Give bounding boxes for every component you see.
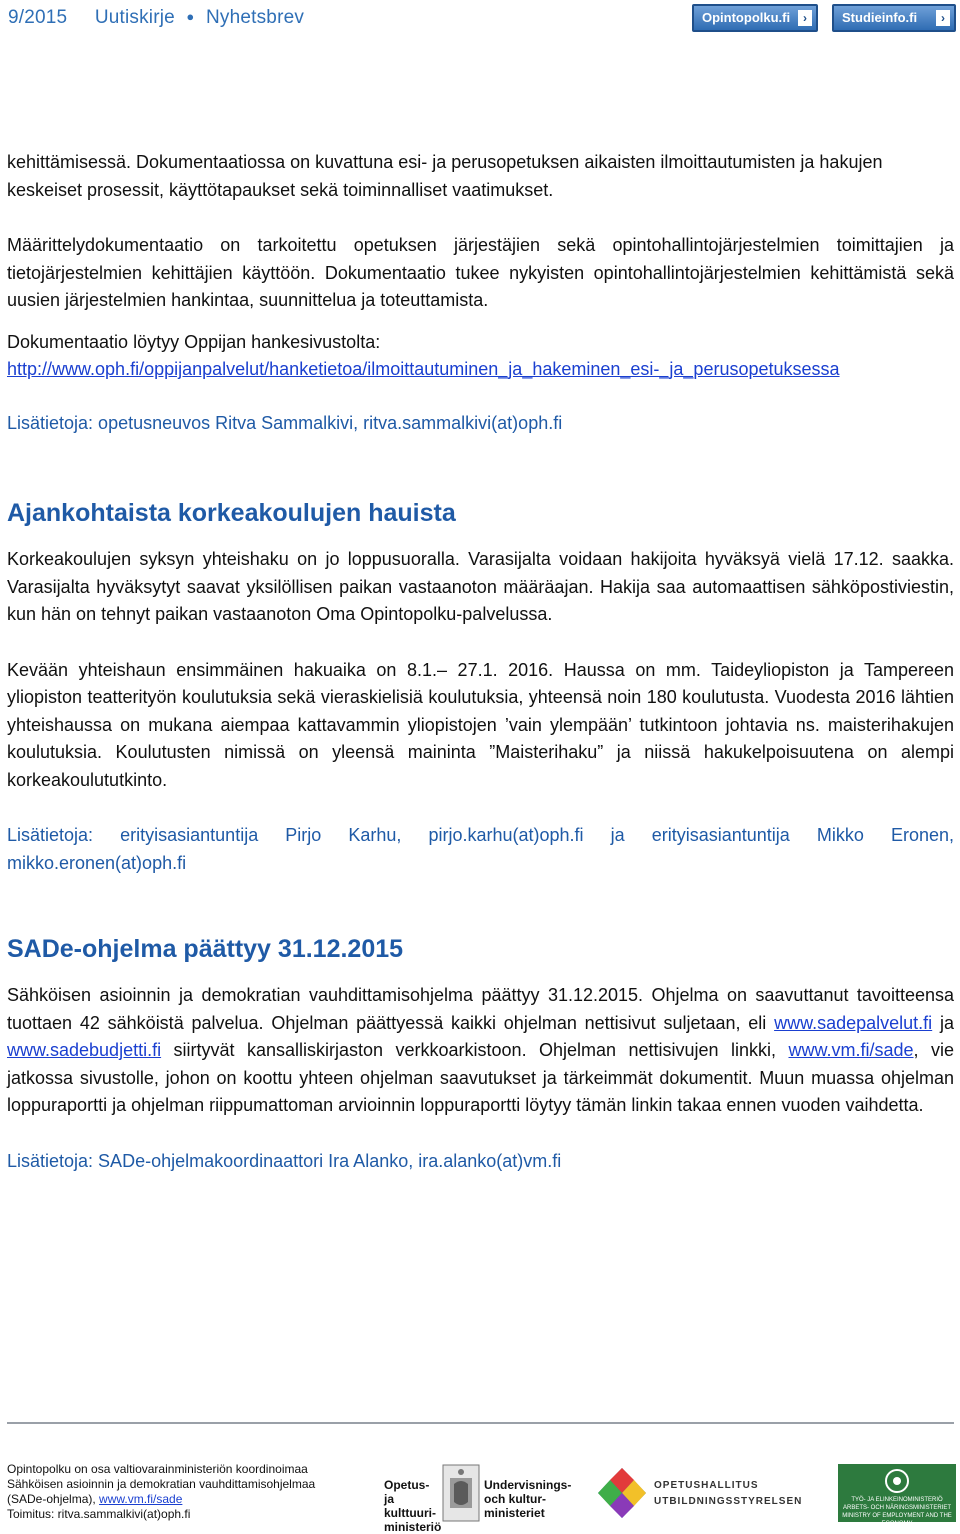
opintopolku-label: Opintopolku.fi xyxy=(702,10,791,25)
article2-heading: Ajankohtaista korkeakoulujen hauista xyxy=(7,499,456,527)
article1-paragraph1: kehittämisessä. Dokumentaatiossa on kuvattuna esi- ja perusopetuksen aikaisten ilmoittautumisten ja hakujen keskeiset prosessit, käyttötapaukset sekä toiminnalliset vaatimukset. xyxy=(7,152,883,200)
oph-name: OPETUSHALLITUS UTBILDNINGSSTYRELSEN xyxy=(654,1480,803,1507)
article3-contact-info: Lisätietoja: SADe-ohjelmakoordinaattori Ira Alanko, ira.alanko(at)vm.fi xyxy=(7,1150,562,1171)
lion-emblem-icon xyxy=(442,1464,480,1522)
oph-diamond-icon xyxy=(596,1466,648,1520)
oph-logo xyxy=(596,1466,806,1522)
tem-logo xyxy=(838,1464,956,1527)
vm-sade-link[interactable]: www.vm.fi/sade xyxy=(788,1040,914,1060)
footer-divider xyxy=(7,1422,954,1424)
footer-vm-sade-link[interactable]: www.vm.fi/sade xyxy=(99,1492,183,1506)
sadepalvelut-link[interactable]: www.sadepalvelut.fi xyxy=(774,1012,933,1033)
article1-contact-info: Lisätietoja: opetusneuvos Ritva Sammalkivi, ritva.sammalkivi(at)oph.fi xyxy=(7,412,563,433)
oph-project-link[interactable]: http://www.oph.fi/oppijanpalvelut/hanketietoa/ilmoittautuminen_ja_hakeminen_esi-_ja_perusopetuksessa xyxy=(7,359,840,379)
title-fi: Uutiskirje xyxy=(94,7,175,28)
footer-line1: Opintopolku on osa valtiovarainministeriön koordinoimaa xyxy=(7,1462,308,1476)
article2-paragraph1: Korkeakoulujen syksyn yhteishaku on jo loppusuoralla. Varasijalta voidaan hakijoita hyväksyä vielä 17.12. saakka. Varasijalta hyväksytyt saavat yksilöllisen paikan vastaanoton määräajan. Hakija saa automaattisen sähköpostiviestin, kun hän on tehnyt paikan vastaanoton Oma Opintopolku-palvelussa. xyxy=(7,549,954,624)
newsletter-header xyxy=(0,0,960,44)
chevron-right-icon: › xyxy=(936,10,950,26)
newsletter-content xyxy=(7,149,954,1175)
chevron-right-icon: › xyxy=(798,10,812,26)
footer-credits xyxy=(7,1462,315,1522)
okm-logo xyxy=(384,1464,572,1534)
article1-paragraph3: Dokumentaatio löytyy Oppijan hankesivustolta: xyxy=(7,331,381,352)
studieinfo-link-button[interactable] xyxy=(832,4,956,32)
okm-name-sv: Undervisnings- och kultur-ministeriet xyxy=(484,1478,572,1520)
tem-name: TYÖ- JA ELINKEINOMINISTERIÖ ARBETS- OCH NÄRINGSMINISTERIET MINISTRY OF EMPLOYMENT AND THE ECONOMY xyxy=(842,1497,952,1527)
studieinfo-label: Studieinfo.fi xyxy=(842,10,918,25)
article1-paragraph2: Määrittelydokumentaatio on tarkoitettu opetuksen järjestäjien sekä opintohallintojärjestelmien toimittajien ja tietojärjestelmien kehittäjien käyttöön. Dokumentaatio tukee nykyisten opintohallintojärjestelmien kehittämistä sekä uusien järjestelmien hankintaa, suunnittelua ja toteuttamista. xyxy=(7,235,954,310)
title-sv: Nyhetsbrev xyxy=(205,7,305,28)
bullet-separator-icon: ● xyxy=(186,9,195,24)
okm-name-fi: Opetus- ja kulttuuri-ministeriö xyxy=(384,1478,442,1534)
footer-line3: (SADe-ohjelma), www.vm.fi/sade xyxy=(7,1492,183,1506)
footer-line4: Toimitus: ritva.sammalkivi(at)oph.fi xyxy=(7,1507,191,1521)
sadebudjetti-link[interactable]: www.sadebudjetti.fi xyxy=(7,1040,162,1060)
article2-contact-info: Lisätietoja: erityisasiantuntija Pirjo Karhu, pirjo.karhu(at)oph.fi ja erityisasiantuntija Mikko Eronen, mikko.eronen(at)oph.fi xyxy=(7,825,954,873)
opintopolku-link-button[interactable] xyxy=(692,4,818,32)
tem-crest-icon xyxy=(884,1468,910,1494)
article2-paragraph2: Kevään yhteishaun ensimmäinen hakuaika on 8.1.– 27.1. 2016. Haussa on mm. Taideyliopiston ja Tampereen yliopiston teatterityön koulutuksia sekä vieraskielisiä koulutuksia, yhteensä noin 180 koulutusta. Vuodesta 2016 lähtien yhteishaussa on mukana aiempaa kattavammin yliopistojen ’vain ylempään’ tutkintoon johtavia ns. maisterihakujen koulutuksia. Koulutusten nimissä on yleensä maininta ”Maisterihaku” ja niissä hakukelpoisuutena on alempi korkeakoulututkinto. xyxy=(7,659,954,790)
issue-number: 9/2015 xyxy=(8,7,68,28)
article3-paragraph1: Sähköisen asioinnin ja demokratian vauhdittamisohjelma päättyy 31.12.2015. Ohjelma on saavuttanut tavoitteensa tuottaen 42 sähköistä palvelua. Ohjelman päättyessä kaikki ohjelman nettisivut suljetaan, eli www.sadepalvelut.fi ja www.sadebudjetti.fi siirtyvät kansalliskirjaston verkkoarkistoon. Ohjelman nettisivujen linkki, www.vm.fi/sade, vie jatkossa sivustolle, johon on koottu yhteen ohjelman saavutukset ja tärkeimmät dokumentit. Muun muassa ohjelman loppuraportti ja ohjelman riippumattoman arvioinnin loppuraportti löytyy tämän linkin takaa ennen vuoden vaihdetta. xyxy=(7,985,954,1115)
article3-heading: SADe-ohjelma päättyy 31.12.2015 xyxy=(7,935,404,963)
newsletter-title xyxy=(8,7,304,29)
footer-line2: Sähköisen asioinnin ja demokratian vauhdittamisohjelmaa xyxy=(7,1477,316,1491)
